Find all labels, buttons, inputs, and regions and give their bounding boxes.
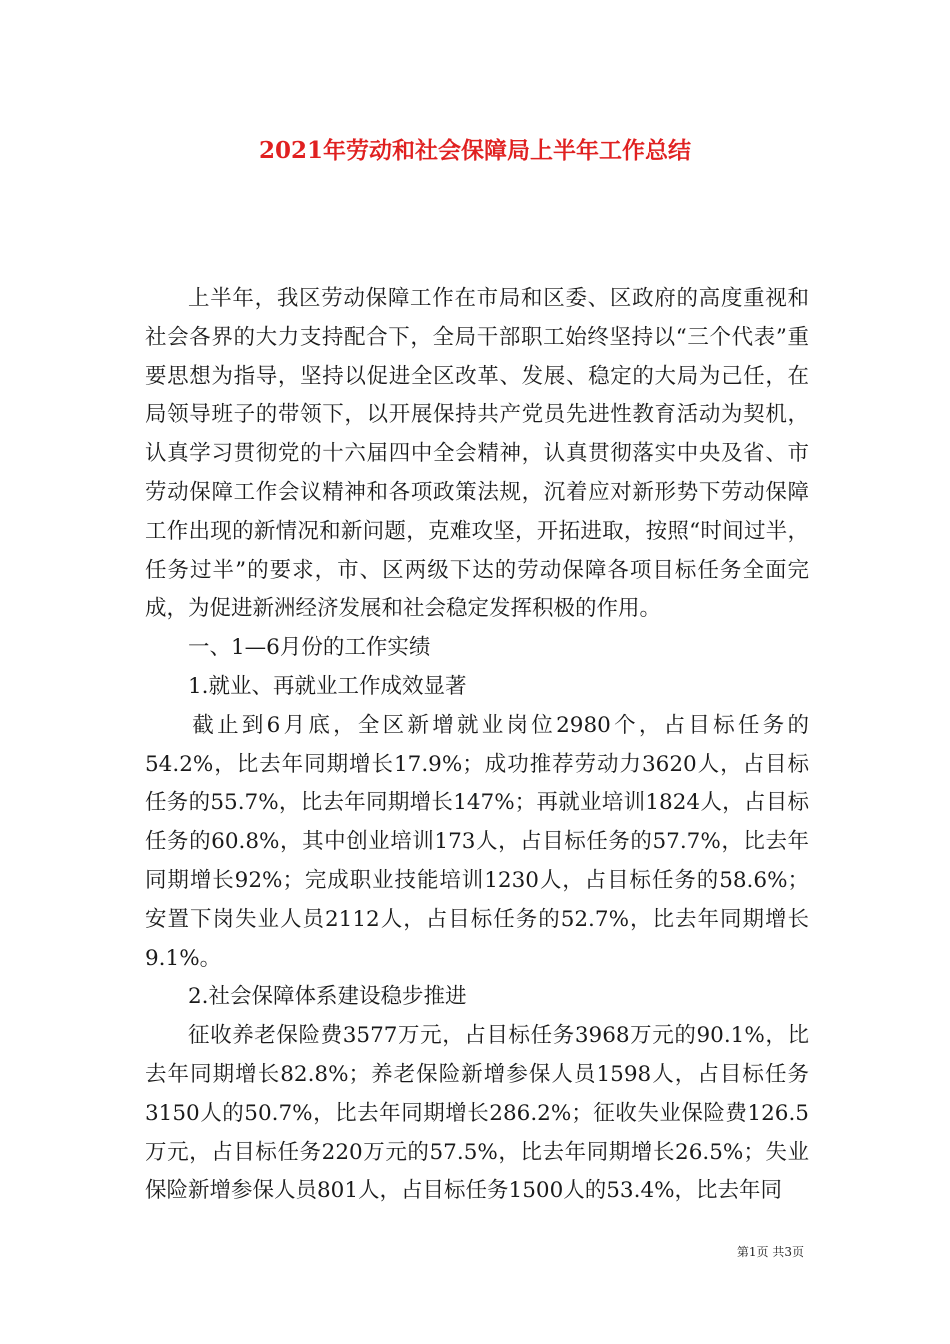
item-two-paragraph: 征收养老保险费3577万元，占目标任务3968万元的90.1%，比去年同期增长82.8%；养老保险新增参保人员1598人，占目标任务3150人的50.7%，比去年同期增长286.2%；征收失业保险费126.5万元，占目标任务220万元的57.5%，比去年同期增长26.5%；失业保险新增参保人员801人，占目标任务1500人的53.4%，比去年同 xyxy=(145,1023,809,1204)
item-one-heading: 1.就业、再就业工作成效显著 xyxy=(188,673,467,699)
item-one-paragraph: 截止到6月底，全区新增就业岗位2980个，占目标任务的54.2%，比去年同期增长17.9%；成功推荐劳动力3620人，占目标任务的55.7%，比去年同期增长147%；再就业培训1824人，占目标任务的60.8%，其中创业培训173人，占目标任务的57.7%，比去年同期增长92%；完成职业技能培训1230人，占目标任务的58.6%；安置下岗失业人员2112人，占目标任务的52.7%，比去年同期增长9.1%。 xyxy=(145,712,809,971)
document-title: 2021年劳动和社会保障局上半年工作总结 xyxy=(258,137,691,164)
page-number-footer: 第1页 共3页 xyxy=(736,1245,804,1259)
document-body xyxy=(145,280,809,1211)
item-two-heading: 2.社会保障体系建设稳步推进 xyxy=(188,984,467,1010)
section-one-heading: 一、1—6月份的工作实绩 xyxy=(188,635,431,661)
intro-paragraph: 上半年，我区劳动保障工作在市局和区委、区政府的高度重视和社会各界的大力支持配合下，全局干部职工始终坚持以“三个代表”重要思想为指导，坚持以促进全区改革、发展、稳定的大局为己任，在局领导班子的带领下，以开展保持共产党员先进性教育活动为契机，认真学习贯彻党的十六届四中全会精神，认真贯彻落实中央及省、市劳动保障工作会议精神和各项政策法规，沉着应对新形势下劳动保障工作出现的新情况和新问题，克难攻坚，开拓进取，按照“时间过半，任务过半”的要求，市、区两级下达的劳动保障各项目标任务全面完成，为促进新洲经济发展和社会稳定发挥积极的作用。 xyxy=(145,286,809,622)
